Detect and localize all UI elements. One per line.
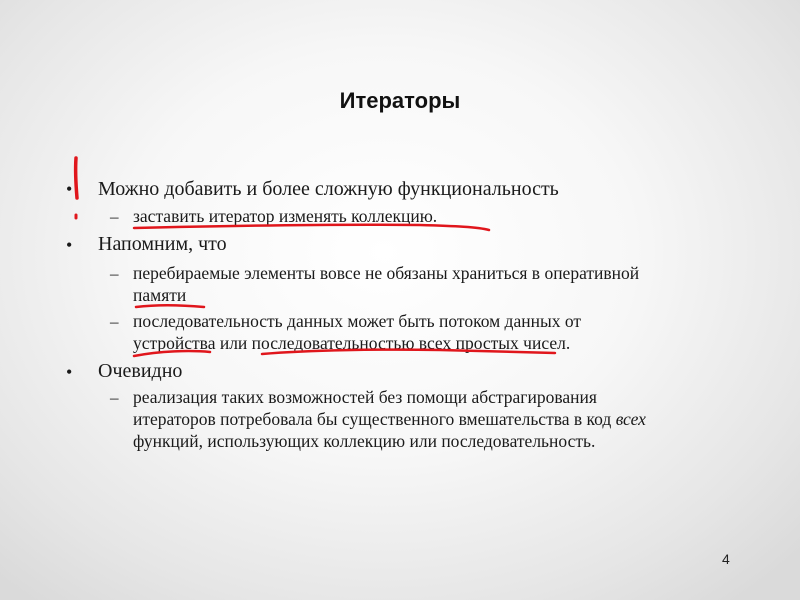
subitem-2-1-line-1: перебираемые элементы вовсе не обязаны храниться в оперативной xyxy=(133,263,640,283)
emphasis-text: всех xyxy=(615,409,646,429)
bullet-marker: • xyxy=(66,235,73,255)
dash-marker: – xyxy=(110,312,119,331)
bullet-marker: • xyxy=(66,362,73,382)
bullet-2-text: Напомним, что xyxy=(98,233,227,255)
subitem-2-2-line-1: последовательность данных может быть потоком данных от xyxy=(133,311,582,331)
subitem-3-1-line-1: реализация таких возможностей без помощи абстрагирования xyxy=(133,387,597,407)
slide-title: Итераторы xyxy=(339,88,461,113)
dash-marker: – xyxy=(110,207,119,226)
subitem-3-1-line-2-text: итераторов потребовала бы существенного вмешательства в код xyxy=(133,409,616,429)
dash-marker: – xyxy=(110,264,119,283)
subitem-2-1-line-2: памяти xyxy=(133,285,187,305)
subitem-3-1-line-2 xyxy=(133,409,646,430)
bullet-3-text: Очевидно xyxy=(98,360,183,382)
page-number: 4 xyxy=(722,551,730,567)
dash-marker: – xyxy=(110,388,119,407)
subitem-2-2-line-2: устройства или последовательностью всех простых чисел. xyxy=(133,333,571,353)
bullet-marker: • xyxy=(66,179,73,199)
bullet-1-text: Можно добавить и более сложную функциональность xyxy=(98,178,559,200)
exclamation-stroke xyxy=(76,158,77,198)
subitem-3-1-line-3: функций, использующих коллекцию или последовательность. xyxy=(133,431,596,451)
subitem-1-1-line-1: заставить итератор изменять коллекцию. xyxy=(133,206,438,226)
